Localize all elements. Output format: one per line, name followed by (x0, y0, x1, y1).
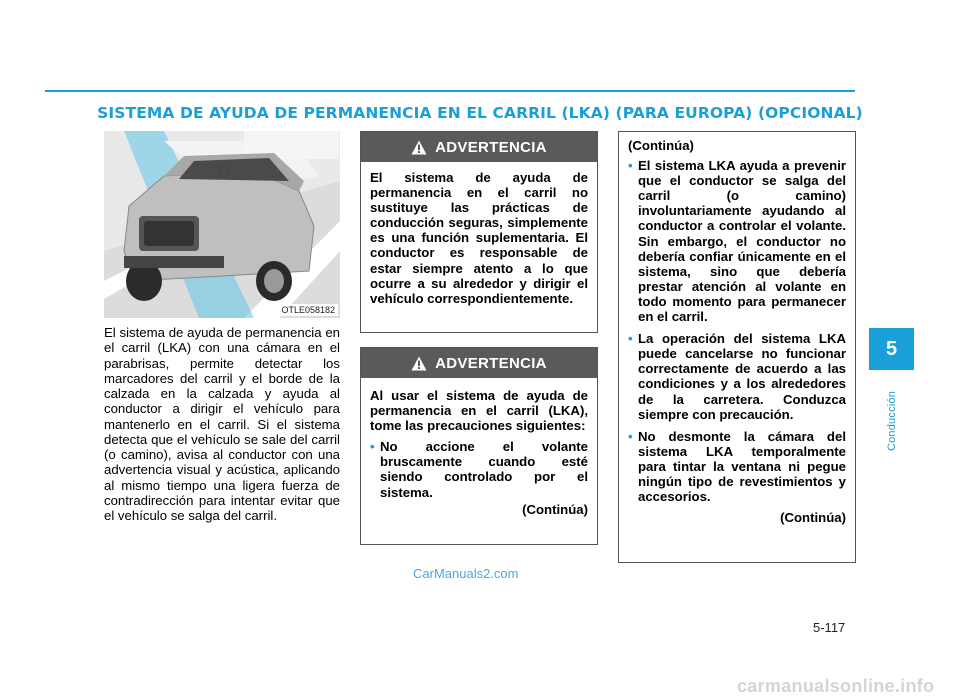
continued-from-label: (Continúa) (628, 138, 694, 153)
figure-code: OTLE058182 (278, 304, 338, 316)
warning-intro: Al usar el sistema de ayuda de permanencia en el carril (LKA), tome las precauciones siguientes: (370, 388, 588, 434)
car-photo (104, 131, 340, 318)
warning-heading: ADVERTENCIA (435, 138, 547, 156)
warning-bullet: • No desmonte la cámara del sistema LKA temporalmente para tintar la ventana ni pegue ningún tipo de revestimientos y accesorios. (628, 429, 846, 504)
warning-triangle-icon (411, 356, 427, 371)
warning-box-3 (618, 131, 856, 563)
warning-heading: ADVERTENCIA (435, 354, 547, 372)
continued-label: (Continúa) (780, 510, 846, 526)
continued-label: (Continúa) (522, 501, 588, 517)
warning-box-1 (360, 131, 598, 333)
watermark-bottom: carmanualsonline.info (737, 676, 935, 696)
chapter-tab: 5 (869, 328, 914, 370)
warning-bullet: • No accione el volante bruscamente cuando esté siendo controlado por el sistema. (370, 439, 588, 499)
warning-bullet: • La operación del sistema LKA puede cancelarse no funcionar correctamente de acuerdo a las condiciones y a los alrededores de la carretera. Conduzca siempre con precaución. (628, 331, 846, 422)
section-title: SISTEMA DE AYUDA DE PERMANENCIA EN EL CARRIL (LKA) (PARA EUROPA) (OPCIONAL) (97, 104, 863, 122)
warning-body (619, 132, 855, 525)
warning-body (361, 378, 597, 517)
warning-header (361, 348, 597, 378)
chapter-label (876, 376, 908, 466)
warning-box-2 (360, 347, 598, 545)
warning-header (361, 132, 597, 162)
warning-text: El sistema de ayuda de permanencia en el carril no sustituye las prácticas de conducción seguras, simplemente es una función suplementaria. El conductor es responsable de estar siempre atento a lo que ocurre a su alrededor y dirigir el vehículo correspondientemente. (370, 170, 588, 306)
intro-paragraph: El sistema de ayuda de permanencia en el carril (LKA) con una cámara en el parabrisas, permite detectar los marcadores del carril y el borde de la calzada en la calzada y ayuda al conductor a dirigir el vehículo para mantenerlo en el carril. Si el sistema detecta que el vehículo se sale del carril (o camino), avisa al conductor con una advertencia visual y acústica, aplicando al mismo tiempo una ligera fuerza de contradirección para intentar evitar que el vehículo se salga del carril. (104, 325, 340, 523)
warning-triangle-icon (411, 140, 427, 155)
warning-bullet: • El sistema LKA ayuda a prevenir que el conductor se salga del carril (o camino) involuntariamente ayudando al conductor a controlar el volante. Sin embargo, el conductor no debería confiar únicamente en el sistema, sino que debería prestar atención al volante en todo momento para permanecer en el carril. (628, 158, 846, 324)
lka-car-illustration (104, 131, 340, 318)
page-number: 5-117 (813, 620, 846, 635)
watermark-link[interactable]: CarManuals2.com (413, 566, 519, 581)
top-rule (45, 90, 855, 92)
chapter-label-text: Conducción (886, 390, 898, 452)
